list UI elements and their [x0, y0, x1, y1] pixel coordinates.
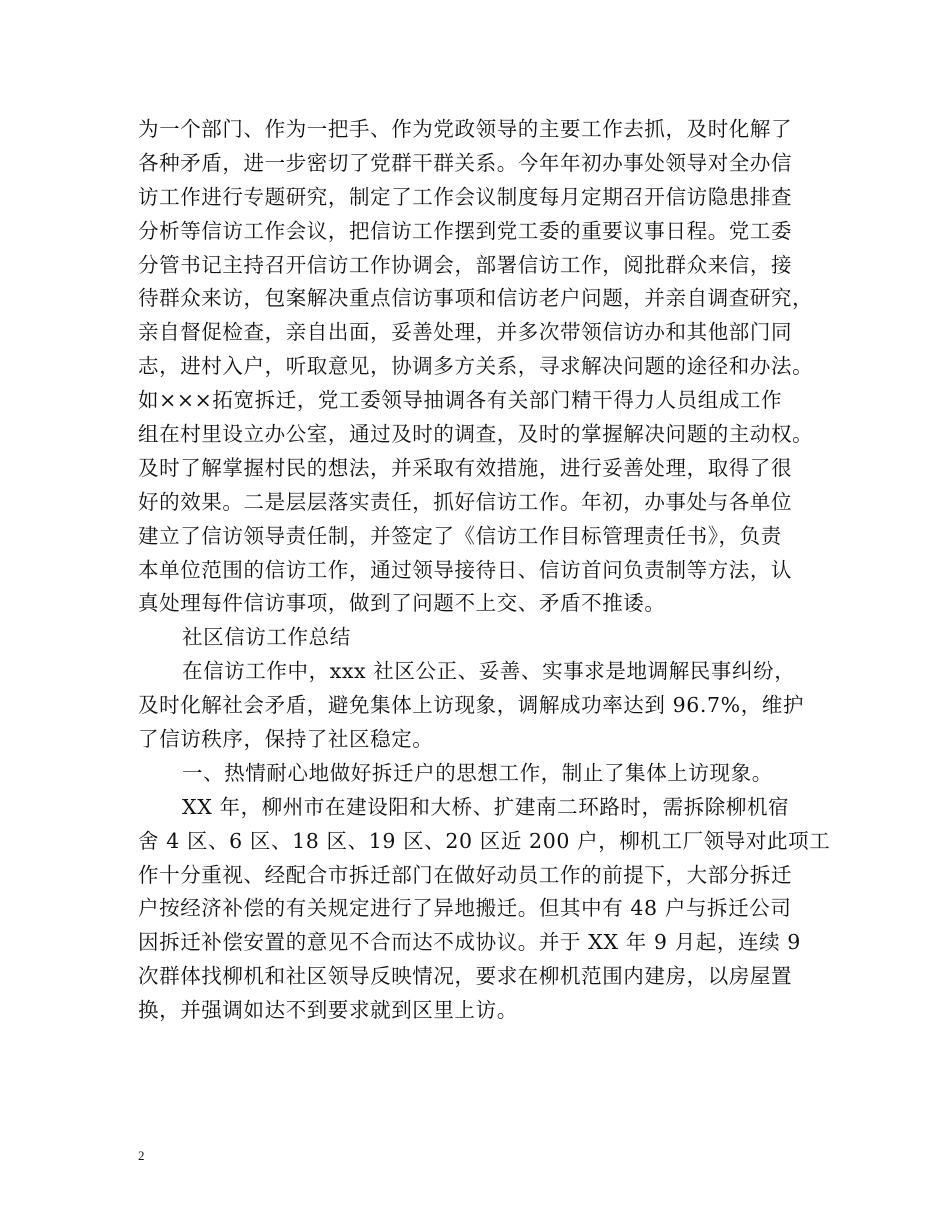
text-line: 分析等信访工作会议，把信访工作摆到党工委的重要议事日程。党工委: [138, 218, 793, 243]
text-line: 一、热情耐心地做好拆迁户的思想工作，制止了集体上访现象。: [182, 760, 773, 785]
text-line: 待群众来访，包案解决重点信访事项和信访老户问题，并亲自调查研究，: [138, 286, 814, 311]
text-line: 各种矛盾，进一步密切了党群干群关系。今年年初办事处领导对全办信: [138, 150, 793, 175]
page-number: 2: [138, 1148, 145, 1163]
text-line: 本单位范围的信访工作，通过领导接待日、信访首问负责制等方法，认: [138, 557, 793, 582]
text-line: 访工作进行专题研究，制定了工作会议制度每月定期召开信访隐患排查: [138, 184, 793, 209]
text-line: 为一个部门、作为一把手、作为党政领导的主要工作去抓，及时化解了: [138, 117, 793, 141]
document-body: [138, 113, 831, 1028]
text-line: 亲自督促检查，亲自出面，妥善处理，并多次带领信访办和其他部门同: [138, 320, 793, 345]
text-line: 在信访工作中，xxx 社区公正、妥善、实事求是地调解民事纠纷，: [182, 659, 796, 684]
text-line: 组在村里设立办公室，通过及时的调查，及时的掌握解决问题的主动权。: [138, 422, 814, 447]
text-line: 了信访秩序，保持了社区稳定。: [138, 727, 434, 752]
text-line: 建立了信访领导责任制，并签定了《信访工作目标管理责任书》，负责: [138, 523, 782, 548]
text-line: 好的效果。二是层层落实责任，抓好信访工作。年初，办事处与各单位: [138, 489, 793, 514]
text-line: 社区信访工作总结: [182, 625, 351, 650]
text-line: XX 年，柳州市在建设阳和大桥、扩建南二环路时，需拆除柳机宿: [182, 794, 790, 819]
text-line: 舍 4 区、6 区、18 区、19 区、20 区近 200 户，柳机工厂领导对此项工: [138, 828, 831, 853]
text-line: 作十分重视、经配合市拆迁部门在做好动员工作的前提下，大部分拆迁: [138, 862, 793, 887]
text-line: 户按经济补偿的有关规定进行了异地搬迁。但其中有 48 户与拆迁公司: [138, 896, 792, 921]
text-line: 及时化解社会矛盾，避免集体上访现象，调解成功率达到 96.7%，维护: [138, 693, 805, 718]
text-line: 换，并强调如达不到要求就到区里上访。: [138, 998, 518, 1023]
text-line: 如×××拓宽拆迁，党工委领导抽调各有关部门精干得力人员组成工作: [138, 388, 783, 413]
text-line: 真处理每件信访事项，做到了问题不上交、矛盾不推诿。: [138, 591, 666, 616]
text-line: 因拆迁补偿安置的意见不合而达不成协议。并于 XX 年 9 月起，连续 9: [138, 930, 801, 955]
text-line: 分管书记主持召开信访工作协调会，部署信访工作，阅批群众来信，接: [138, 252, 793, 277]
text-line: 及时了解掌握村民的想法，并采取有效措施，进行妥善处理，取得了很: [138, 455, 793, 480]
text-line: 志，进村入户，听取意见，协调多方关系，寻求解决问题的途径和办法。: [138, 354, 814, 379]
text-line: 次群体找柳机和社区领导反映情况，要求在柳机范围内建房，以房屋置: [138, 964, 793, 989]
